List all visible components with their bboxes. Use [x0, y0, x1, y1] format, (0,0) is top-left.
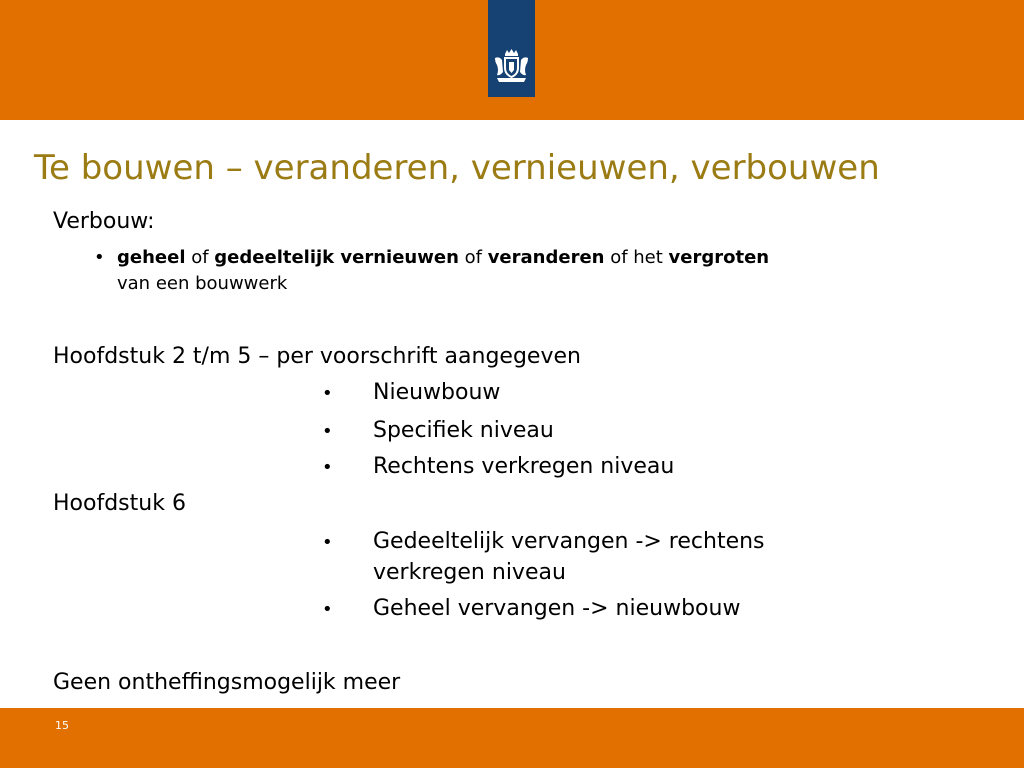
term-gedeeltelijk-vernieuwen: gedeeltelijk vernieuwen: [214, 247, 459, 268]
term-vergroten: vergroten: [668, 247, 770, 268]
connector-text: of: [458, 247, 488, 268]
hoofdstuk-6-label: Hoofdstuk 6: [53, 491, 186, 516]
verbouw-bullet-continuation: van een bouwwerk: [117, 273, 288, 294]
verbouw-bullet: [117, 247, 769, 268]
coat-of-arms-icon: [491, 48, 532, 84]
geen-ontheffing-text: Geen ontheffingsmogelijk meer: [53, 670, 401, 695]
list-item-gedeeltelijk-vervangen: Gedeeltelijk vervangen -> rechtens: [373, 529, 765, 554]
bullet-dot: •: [322, 599, 333, 620]
connector-text: of: [185, 247, 215, 268]
list-item-gedeeltelijk-vervangen-cont: verkregen niveau: [373, 560, 566, 585]
connector-text: of het: [604, 247, 669, 268]
bullet-dot: •: [322, 383, 333, 404]
list-item-rechtens-verkregen: Rechtens verkregen niveau: [373, 454, 675, 479]
hoofdstuk-2-5-label: Hoofdstuk 2 t/m 5 – per voorschrift aangegeven: [53, 344, 581, 369]
bullet-dot: •: [322, 457, 333, 478]
logo-block: [488, 0, 535, 97]
list-item-specifiek-niveau: Specifiek niveau: [373, 418, 554, 443]
page-title: Te bouwen – veranderen, vernieuwen, verbouwen: [34, 148, 880, 188]
footer-band: [0, 708, 1024, 768]
bullet-dot: •: [322, 532, 333, 553]
verbouw-label: Verbouw:: [53, 209, 155, 234]
list-item-nieuwbouw: Nieuwbouw: [373, 380, 501, 405]
bullet-dot: •: [94, 247, 105, 268]
list-item-geheel-vervangen: Geheel vervangen -> nieuwbouw: [373, 596, 741, 621]
term-veranderen: veranderen: [487, 247, 605, 268]
slide-number: 15: [55, 719, 69, 732]
bullet-dot: •: [322, 421, 333, 442]
term-geheel: geheel: [117, 247, 186, 268]
